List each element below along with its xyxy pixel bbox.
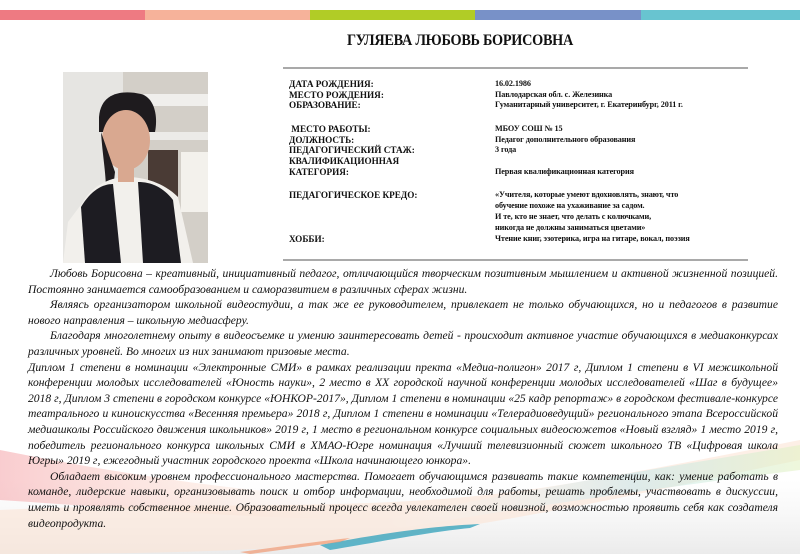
info-value: Гуманитарный университет, г. Екатеринбург, 2011 г. [495,100,683,109]
info-value: 3 года [495,145,517,154]
info-value: Чтение книг, эзотерика, игра на гитаре, вокал, поэзия [495,234,690,243]
info-value: обучение похоже на ухаживание за садом. [495,201,645,210]
info-value: 16.02.1986 [495,79,531,88]
bio-paragraph-awards: Диплом 1 степени в номинации «Электронные СМИ» в рамках реализации пректа «Медиа-полигон» 2017 г, Диплом 1 степени в VI межшкольной конференции молодых исследователей «Юность науки», 2 место в XX городской научной конференции молодых исследователей «Шаг в будущее» 2018 г, Диплом 3 степени в городском конкурсе «ЮНКОР-2017», Диплом 1 степени в номинации «25 кадр репортаж» в городском фестивале-конкурсе театрального и киноискусства «Весенняя премьера» 2018 г, Диплом 1 степени в номинации «Телерадиоведущий» регионального этапа Всероссийской медиашколы Российского движения школьников» 2019 г, 1 место в региональном конкурсе социальных видеосюжетов «Новый взгляд» 1 место 2019 г, победитель регионального конкурса школьных СМИ в ХМАО-Югре номинация «Лучший телевизионный сюжет школьного ТВ «Цифровая школа Югры» 2019 г, ежегодный участник городского проекта «Школа начинающего юнкора». [28,360,778,468]
info-label: КАТЕГОРИЯ: [289,167,349,177]
info-label: ДОЛЖНОСТЬ: [289,134,355,145]
color-bar-segment-blue [475,10,641,20]
color-bar-segment-teal [641,10,800,20]
portrait-illustration [63,72,208,263]
info-label: ПЕДАГОГИЧЕСКОЕ КРЕДО: [289,190,418,200]
info-value: никогда не должны заниматься цветами» [495,223,646,232]
info-value: И те, кто не знает, что делать с колючками, [495,212,652,221]
color-bar-segment-green [310,10,475,20]
info-label: МЕСТО РОЖДЕНИЯ: [289,89,384,100]
decorative-color-bar [0,10,800,20]
portrait-photo [63,72,208,263]
color-bar-segment-red [0,10,145,20]
info-value: Первая квалификационная категория [495,167,634,176]
bio-paragraph-experience: Благодаря многолетнему опыту в видеосъемке и умению заинтересовать детей - происходит активное участие обучающихся в медиаконкурсах различных уровней. Во многих из них занимают призовые места. [28,329,778,358]
top-divider [283,67,748,69]
info-label: ХОББИ: [289,234,325,244]
info-label: ПЕДАГОГИЧЕСКИЙ СТАЖ: [289,145,415,155]
biography [28,266,778,531]
page-title: ГУЛЯЕВА ЛЮБОВЬ БОРИСОВНА [346,32,574,49]
info-value: МБОУ СОШ № 15 [495,124,563,133]
info-label: МЕСТО РАБОТЫ: [289,124,371,134]
bio-paragraph-intro: Любовь Борисовна – креативный, инициативный педагог, отличающийся творческим позитивным мышлением и активной жизненной позицией. Постоянно занимается самообразованием и саморазвитием в различных сферах жизни. [28,267,778,296]
info-label: ОБРАЗОВАНИЕ: [289,100,361,110]
bottom-divider [283,259,748,261]
bio-paragraph-videostudio: Являясь организатором школьной видеостудии, а так же ее руководителем, привлекает не только обучающихся, но и педагогов в развитие нового направления – школьную медиасферу. [28,298,778,327]
info-value: Павлодарская обл. с. Железинка [495,89,613,99]
info-label: КВАЛИФИКАЦИОННАЯ [289,155,400,166]
info-label: ДАТА РОЖДЕНИЯ: [289,79,374,89]
info-value: Педагог дополнительного образования [495,134,636,144]
bio-paragraph-skills: Обладает высоким уровнем профессионального мастерства. Помогает обучающимся развивать такие компетенции, как: умение работать в команде, лидерские навыки, организовывать поиск и отбор информации, необходимой для работы, решать проблемы, участвовать в дискуссии, иметь и проявлять собственное мнение. Образовательный процесс всегда увлекателен своей новизной, возможностью проявить себя как создателя видеопродукта. [28,469,778,530]
color-bar-segment-peach [145,10,310,20]
info-value: «Учителя, которые умеют вдохновлять, знают, что [495,190,679,199]
